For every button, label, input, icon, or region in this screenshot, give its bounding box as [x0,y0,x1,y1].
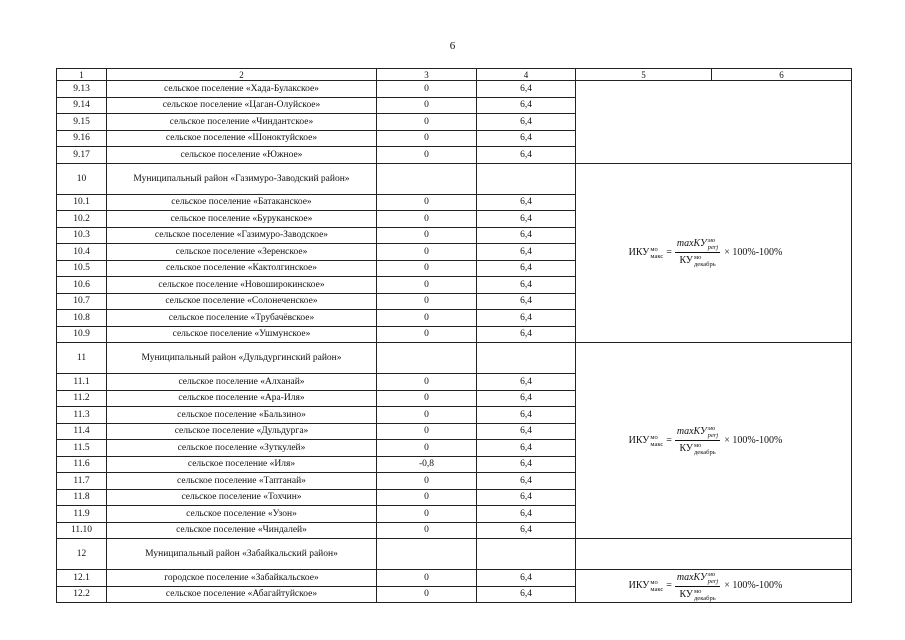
column-number-row [57,69,852,81]
column-number: 1 [57,69,107,81]
formula-den-base: КУ [679,443,693,454]
empty-cell [576,539,852,570]
value-col3: 0 [377,310,477,327]
formula-cell [576,570,852,603]
formula-num-base: maxКУ [676,238,707,250]
formula-lhs-sub: макс [650,586,664,593]
formula-equals: = [666,580,672,591]
formula-denominator [677,441,717,456]
value-col3: 0 [377,244,477,261]
settlement-name: сельское поселение «Тохчин» [107,489,377,506]
empty-cell [477,163,576,194]
formula-lhs-indices [650,246,663,260]
value-col4: 6,4 [477,130,576,147]
row-number: 10.7 [57,293,107,310]
index-formula [576,237,844,268]
value-col3: 0 [377,326,477,343]
value-col4: 6,4 [477,586,576,603]
formula-den-sub: декабрь [694,261,716,269]
formula-lhs-sub: макс [650,440,664,448]
value-col3: 0 [377,277,477,294]
value-col4: 6,4 [477,194,576,211]
settlement-name: сельское поселение «Цаган-Олуйское» [107,97,377,114]
formula-num-sub: perj [707,577,719,585]
row-number: 11.3 [57,407,107,424]
value-col4: 6,4 [477,522,576,539]
value-col4: 6,4 [477,407,576,424]
value-col4: 6,4 [477,260,576,277]
value-col3: 0 [377,570,477,587]
formula-tail: × 100%-100% [724,434,783,446]
formula-numerator [675,425,720,441]
row-number: 11.5 [57,440,107,457]
district-name: Муниципальный район «Забайкальский район» [107,539,377,570]
row-number: 11.6 [57,456,107,473]
value-col4: 6,4 [477,489,576,506]
row-number: 10 [57,163,107,194]
settlement-name: сельское поселение «Батаканское» [107,194,377,211]
row-number: 9.15 [57,114,107,131]
settlement-name: сельское поселение «Ара-Иля» [107,390,377,407]
district-name: Муниципальный район «Газимуро-Заводский район» [107,163,377,194]
formula-fraction [675,237,720,268]
formula-denominator [677,253,717,268]
settlement-name: сельское поселение «Зеренское» [107,244,377,261]
value-col3: 0 [377,81,477,98]
value-col4: 6,4 [477,506,576,523]
value-col4: 6,4 [477,81,576,98]
settlement-name: сельское поселение «Солонеченское» [107,293,377,310]
formula-den-sub: декабрь [694,449,716,456]
value-col3: 0 [377,423,477,440]
value-col4: 6,4 [477,570,576,587]
row-number: 11.1 [57,374,107,391]
empty-cell [377,163,477,194]
value-col3: 0 [377,522,477,539]
formula-cell [576,163,852,343]
empty-cell [377,539,477,570]
settlement-name: сельское поселение «Чиндалей» [107,522,377,539]
value-col4: 6,4 [477,293,576,310]
row-number: 10.6 [57,277,107,294]
row-number: 11.8 [57,489,107,506]
settlement-name: сельское поселение «Бальзино» [107,407,377,424]
value-col3: 0 [377,114,477,131]
formula-lhs-sub: макс [650,252,664,260]
value-col4: 6,4 [477,440,576,457]
column-number: 3 [377,69,477,81]
allowance-table [56,68,852,603]
formula-lhs-base: ИКУ [628,246,650,258]
value-col4: 6,4 [477,374,576,391]
formula-equals: = [666,434,672,446]
row-number: 11.9 [57,506,107,523]
empty-cell [377,343,477,374]
district-row [57,343,852,374]
settlement-name: сельское поселение «Кактолгинское» [107,260,377,277]
row-number: 10.4 [57,244,107,261]
formula-tail: × 100%-100% [724,580,783,591]
row-number: 10.5 [57,260,107,277]
formula-lhs-indices [650,579,663,593]
row-number: 10.8 [57,310,107,327]
formula-den-indices [694,254,716,268]
row-number: 9.17 [57,147,107,164]
value-col3: 0 [377,489,477,506]
value-col3: 0 [377,194,477,211]
formula-den-indices [694,442,716,456]
value-col3: 0 [377,147,477,164]
formula-den-sup: мо [694,587,702,595]
table-body [57,69,852,603]
row-number: 11 [57,343,107,374]
formula-lhs-base: ИКУ [628,434,650,446]
value-col4: 6,4 [477,390,576,407]
value-col4: 6,4 [477,326,576,343]
formula-num-sup: мо [707,425,716,432]
formula-num-indices [708,425,718,439]
row-number: 11.10 [57,522,107,539]
value-col3: 0 [377,293,477,310]
formula-num-indices [708,237,718,251]
value-col4: 6,4 [477,423,576,440]
settlement-name: сельское поселение «Шоноктуйское» [107,130,377,147]
formula-lhs-sup: мо [650,579,658,586]
settlement-name: сельское поселение «Абагайтуйское» [107,586,377,603]
settlement-name: сельское поселение «Алханай» [107,374,377,391]
settlement-name: сельское поселение «Зуткулей» [107,440,377,457]
table-row [57,81,852,98]
formula-fraction [675,571,720,602]
formula-equals: = [666,246,672,258]
settlement-name: сельское поселение «Трубачёвское» [107,310,377,327]
column-number: 2 [107,69,377,81]
row-number: 12 [57,539,107,570]
empty-cell [477,343,576,374]
value-col3: 0 [377,473,477,490]
row-number: 10.2 [57,211,107,228]
value-col3: 0 [377,97,477,114]
value-col3: 0 [377,506,477,523]
column-number: 4 [477,69,576,81]
value-col4: 6,4 [477,211,576,228]
value-col3: 0 [377,390,477,407]
value-col4: 6,4 [477,310,576,327]
formula-num-sup: мо [707,570,716,578]
value-col4: 6,4 [477,456,576,473]
formula-num-base: maxКУ [676,571,707,583]
value-col4: 6,4 [477,244,576,261]
empty-cell [477,539,576,570]
row-number: 9.13 [57,81,107,98]
column-number: 5 [576,69,712,81]
settlement-name: сельское поселение «Иля» [107,456,377,473]
formula-den-base: КУ [679,588,693,600]
settlement-name: сельское поселение «Чиндантское» [107,114,377,131]
row-number: 9.16 [57,130,107,147]
settlement-name: сельское поселение «Ушмунское» [107,326,377,343]
settlement-name: сельское поселение «Южное» [107,147,377,164]
value-col4: 6,4 [477,147,576,164]
district-name: Муниципальный район «Дульдургинский район» [107,343,377,374]
formula-cell [576,343,852,539]
empty-cell [576,81,852,164]
row-number: 12.1 [57,570,107,587]
formula-numerator [675,237,720,253]
value-col4: 6,4 [477,114,576,131]
row-number: 10.9 [57,326,107,343]
settlement-name: сельское поселение «Новоширокинское» [107,277,377,294]
row-number: 12.2 [57,586,107,603]
row-number: 11.7 [57,473,107,490]
value-col3: 0 [377,374,477,391]
formula-denominator [677,587,717,602]
formula-tail: × 100%-100% [724,246,783,258]
formula-den-base: КУ [679,255,693,267]
settlement-name: городское поселение «Забайкальское» [107,570,377,587]
value-col4: 6,4 [477,473,576,490]
row-number: 9.14 [57,97,107,114]
value-col3: 0 [377,586,477,603]
formula-lhs-indices [650,434,663,448]
formula-numerator [675,571,720,587]
table-row [57,570,852,587]
row-number: 11.2 [57,390,107,407]
value-col3: 0 [377,211,477,228]
row-number: 11.4 [57,423,107,440]
settlement-name: сельское поселение «Газимуро-Заводское» [107,227,377,244]
formula-num-base: maxКУ [676,426,707,437]
value-col4: 6,4 [477,97,576,114]
settlement-name: сельское поселение «Таптанай» [107,473,377,490]
index-formula [576,425,844,456]
value-col3: -0,8 [377,456,477,473]
formula-lhs-base: ИКУ [628,580,650,591]
settlement-name: сельское поселение «Хада-Булакское» [107,81,377,98]
formula-num-sub: perj [707,432,719,439]
formula-den-sub: декабрь [694,594,716,602]
formula-den-indices [694,588,716,602]
formula-den-sup: мо [694,254,702,262]
index-formula [576,571,844,602]
value-col3: 0 [377,260,477,277]
formula-den-sup: мо [694,442,702,449]
formula-lhs [629,246,664,260]
settlement-name: сельское поселение «Узон» [107,506,377,523]
formula-lhs [629,579,664,593]
formula-lhs [629,434,664,448]
value-col4: 6,4 [477,277,576,294]
settlement-name: сельское поселение «Буруканское» [107,211,377,228]
formula-fraction [675,425,720,456]
value-col3: 0 [377,130,477,147]
value-col3: 0 [377,227,477,244]
row-number: 10.3 [57,227,107,244]
formula-lhs-sup: мо [650,245,658,253]
value-col4: 6,4 [477,227,576,244]
formula-num-indices [708,571,718,585]
row-number: 10.1 [57,194,107,211]
value-col3: 0 [377,440,477,457]
formula-num-sup: мо [707,237,716,245]
district-row [57,539,852,570]
district-row [57,163,852,194]
formula-lhs-sup: мо [650,433,658,441]
page-number: 6 [449,40,456,52]
value-col3: 0 [377,407,477,424]
formula-num-sub: perj [707,244,719,252]
column-number: 6 [712,69,852,81]
settlement-name: сельское поселение «Дульдурга» [107,423,377,440]
